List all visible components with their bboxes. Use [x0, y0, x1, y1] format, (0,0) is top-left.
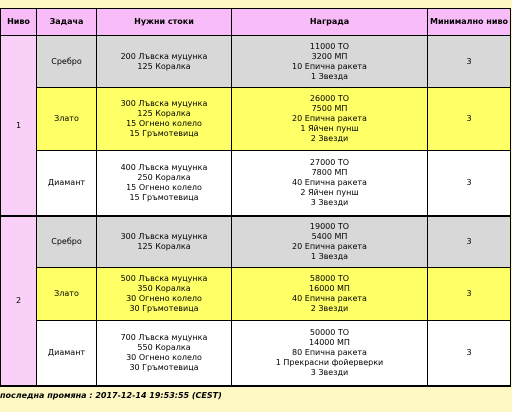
cell-line: 7500 МП	[311, 104, 348, 113]
header-row	[1, 9, 511, 36]
cell-line: 27000 ТО	[309, 158, 350, 167]
cell-line: 400 Лъвска муцунка	[120, 163, 208, 172]
cell-line: 10 Епична ракета	[292, 61, 367, 71]
table-row	[1, 268, 511, 321]
cell-line: 50000 ТО	[309, 328, 350, 337]
header-task: Задача	[37, 9, 97, 36]
cell-line: 20 Епична ракета	[292, 242, 367, 251]
header-reward: Награда	[232, 9, 428, 36]
cell-line: 550 Коралка	[137, 343, 191, 352]
goods-cell	[97, 268, 232, 321]
cell-line: 125 Коралка	[137, 61, 191, 71]
cell-line: 1 Звезда	[310, 252, 349, 261]
cell-line: 19000 ТО	[309, 222, 350, 231]
cell-line: 125 Коралка	[137, 242, 191, 251]
min-level-cell: 3	[428, 268, 511, 321]
cell-line: 15 Огнено колело	[126, 183, 202, 192]
reward-cell	[232, 216, 428, 268]
cell-line: 14000 МП	[309, 338, 350, 347]
level-cell: 2	[1, 216, 37, 386]
cell-line: 1 Прекрасни фойерверки	[275, 358, 384, 367]
cell-line: 20 Епична ракета	[292, 114, 367, 123]
cell-line: 500 Лъвска муцунка	[120, 274, 208, 283]
cell-line: 5400 МП	[311, 232, 348, 241]
cell-line: 125 Коралка	[137, 109, 191, 118]
cell-line: 1 Яйчен пунш	[300, 124, 359, 133]
min-level-cell: 3	[428, 151, 511, 217]
cell-line: 40 Епична ракета	[292, 178, 367, 187]
cell-line: 3 Звезди	[310, 198, 349, 207]
task-cell: Злато	[37, 268, 97, 321]
last-modified-footer: последна промяна : 2017-12-14 19:53:55 (CEST)	[0, 391, 222, 400]
task-cell: Диамант	[37, 321, 97, 387]
table-row	[1, 88, 511, 151]
cell-line: 16000 МП	[309, 284, 350, 293]
header-goods: Нужни стоки	[97, 9, 232, 36]
table-row	[1, 36, 511, 88]
table-row	[1, 151, 511, 217]
header-level: Ниво	[1, 9, 37, 36]
level-cell: 1	[1, 36, 37, 217]
min-level-cell: 3	[428, 321, 511, 387]
reward-cell	[232, 268, 428, 321]
cell-line: 15 Огнено колело	[126, 119, 202, 128]
cell-line: 350 Коралка	[137, 284, 191, 293]
cell-line: 1 Звезда	[310, 71, 349, 81]
min-level-cell: 3	[428, 216, 511, 268]
reward-cell	[232, 151, 428, 217]
cell-line: 250 Коралка	[137, 173, 191, 182]
cell-line: 30 Гръмотевица	[129, 304, 199, 313]
min-level-cell: 3	[428, 88, 511, 151]
cell-line: 11000 ТО	[309, 41, 350, 51]
cell-line: 40 Епична ракета	[292, 294, 367, 303]
cell-line: 30 Огнено колело	[126, 294, 202, 303]
cell-line: 80 Епична ракета	[292, 348, 367, 357]
min-level-cell: 3	[428, 36, 511, 88]
cell-line: 300 Лъвска муцунка	[120, 99, 208, 108]
reward-cell	[232, 321, 428, 387]
task-cell: Злато	[37, 88, 97, 151]
cell-line: 7800 МП	[311, 168, 348, 177]
cell-line: 30 Гръмотевица	[129, 363, 199, 372]
cell-line: 200 Лъвска муцунка	[120, 51, 208, 61]
goods-cell	[97, 88, 232, 151]
table-row	[1, 216, 511, 268]
cell-line: 58000 ТО	[309, 274, 350, 283]
goods-cell	[97, 36, 232, 88]
goods-cell	[97, 321, 232, 387]
table-row	[1, 321, 511, 387]
cell-line: 2 Звезди	[310, 134, 349, 143]
header-min-level: Минимално ниво	[428, 9, 511, 36]
cell-line: 3 Звезди	[310, 368, 349, 377]
quest-table	[0, 8, 511, 387]
reward-cell	[232, 88, 428, 151]
goods-cell	[97, 216, 232, 268]
goods-cell	[97, 151, 232, 217]
cell-line: 15 Гръмотевица	[129, 193, 199, 202]
cell-line: 2 Звезди	[310, 304, 349, 313]
cell-line: 700 Лъвска муцунка	[120, 333, 208, 342]
task-cell: Сребро	[37, 216, 97, 268]
cell-line: 2 Яйчен пунш	[300, 188, 359, 197]
cell-line: 30 Огнено колело	[126, 353, 202, 362]
task-cell: Диамант	[37, 151, 97, 217]
cell-line: 3200 МП	[311, 51, 348, 61]
cell-line: 15 Гръмотевица	[129, 129, 199, 138]
cell-line: 26000 ТО	[309, 94, 350, 103]
reward-cell	[232, 36, 428, 88]
cell-line: 300 Лъвска муцунка	[120, 232, 208, 241]
task-cell: Сребро	[37, 36, 97, 88]
